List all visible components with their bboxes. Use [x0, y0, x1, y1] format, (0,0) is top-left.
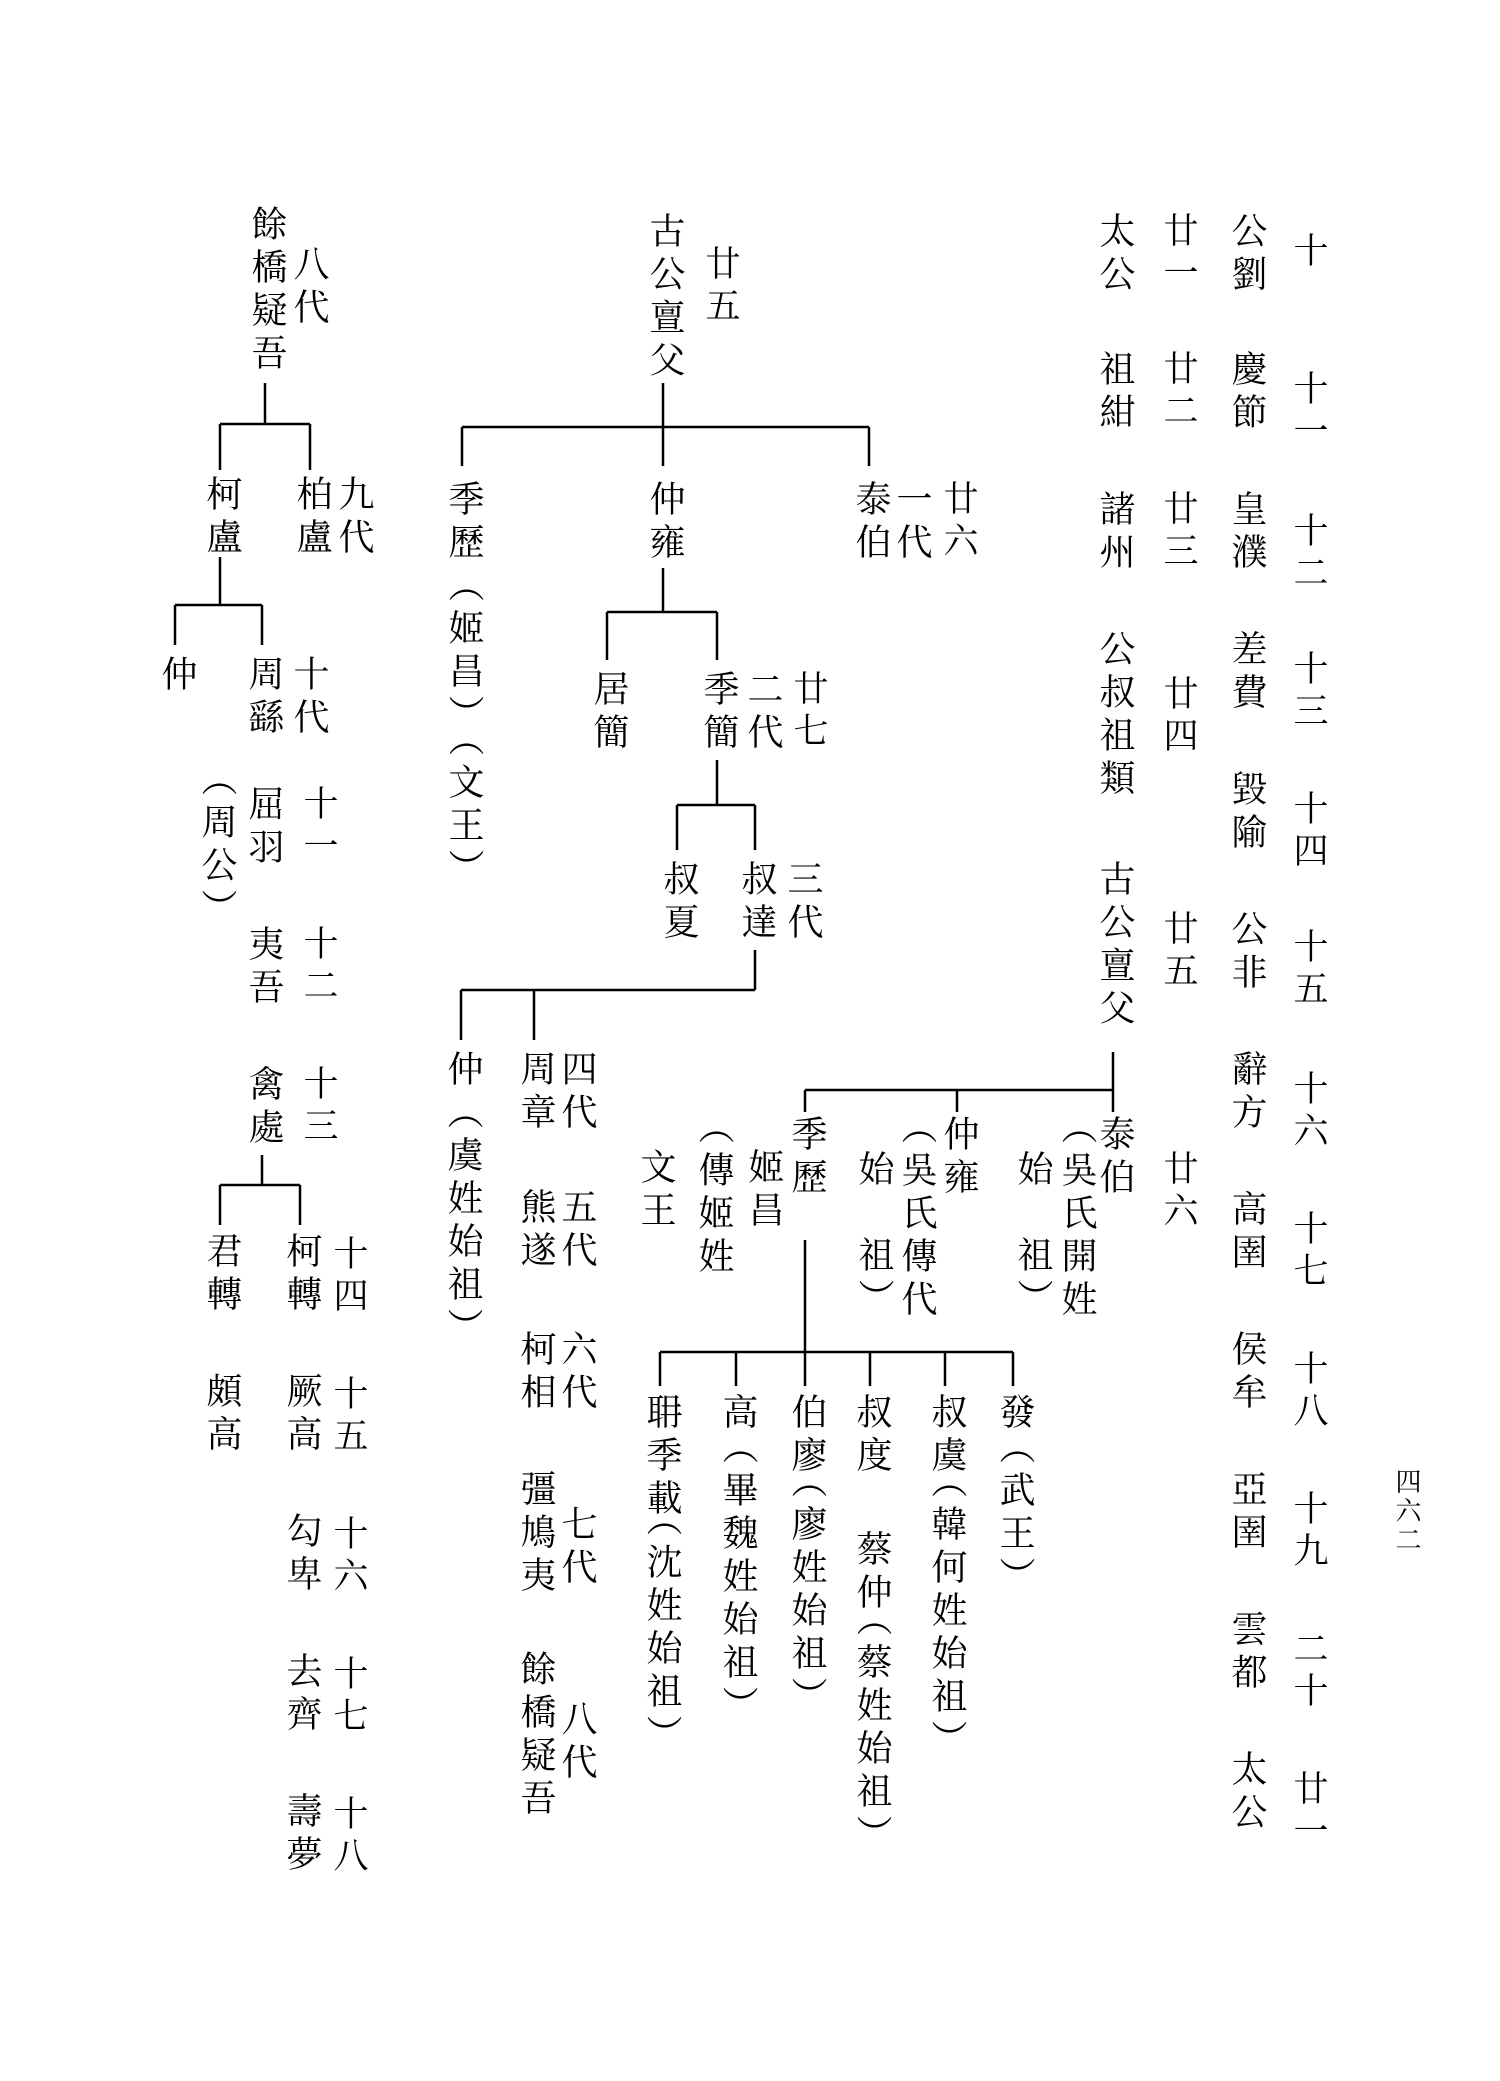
xiongsui-name: 熊遂	[515, 1188, 556, 1274]
ancestor-name: 諸州	[1094, 490, 1135, 576]
kezhuan-line-name: 勾卑	[281, 1512, 322, 1598]
ancestor-name: 高圉	[1226, 1190, 1267, 1276]
bailu-name: 柏盧	[291, 475, 332, 561]
son-name: 伯廖	[786, 1393, 827, 1479]
gen-label: 十五	[1288, 928, 1328, 1012]
jujian-name: 居簡	[588, 670, 629, 756]
dai-label: 二代	[742, 670, 783, 756]
son-note: （沈姓始祖）	[641, 1500, 682, 1758]
gen-label: 二十	[1288, 1630, 1328, 1714]
child-name-zhongyong: 仲雍	[938, 1115, 979, 1201]
kezhuan-line-name: 壽夢	[281, 1792, 322, 1878]
dai-label: 五代	[556, 1188, 597, 1274]
gen-label: 廿七	[788, 670, 828, 754]
gen-label: 廿四	[1158, 675, 1198, 759]
gen-label: 十三	[298, 1065, 338, 1149]
child-name-taibo: 泰伯	[1094, 1115, 1135, 1201]
gen-label: 廿五	[700, 245, 740, 329]
gen-label: 十二	[1288, 512, 1328, 596]
gen-label: 十五	[328, 1375, 368, 1459]
ancestor-name: 皇濮	[1226, 490, 1267, 576]
jili-name: 季歷（姬昌）（文王）	[443, 480, 484, 892]
child-extra: 姬昌	[743, 1148, 784, 1234]
gen-label: 廿六	[1158, 1150, 1198, 1234]
jiangjiuyi-name: 彊鳩夷	[515, 1470, 556, 1599]
child-note: 始 祖）	[853, 1150, 894, 1322]
son-name: 高	[717, 1393, 758, 1436]
ancestor-name: 雲都	[1226, 1610, 1267, 1696]
child-note: （吳氏傳代	[896, 1108, 937, 1323]
gen-label: 十	[1288, 232, 1328, 274]
yuqiaoyiwu-name: 餘橋疑吾	[515, 1650, 556, 1822]
gen-label: 廿三	[1158, 490, 1198, 574]
gen-label: 廿二	[1158, 350, 1198, 434]
dai-label: 三代	[782, 860, 823, 946]
son-name: 發	[994, 1393, 1035, 1436]
gen-label: 十八	[1288, 1350, 1328, 1434]
zhouzhang-name: 周章	[515, 1050, 556, 1136]
gen-label: 十四	[328, 1235, 368, 1319]
son-name: 蔡仲	[851, 1530, 892, 1616]
ancestor-name: 公劉	[1226, 212, 1267, 298]
ancestor-name: 公叔祖類	[1094, 630, 1135, 802]
ancestor-name: 太公	[1094, 212, 1135, 298]
dai-label: 八代	[288, 245, 329, 331]
gen-label: 廿六	[938, 480, 978, 564]
ancestor-name: 公非	[1226, 910, 1267, 996]
child-note: （傳姬姓	[693, 1108, 734, 1280]
kezhuan-line-name: 柯轉	[281, 1232, 322, 1318]
child-name-jili: 季歷	[786, 1115, 827, 1201]
son-note: （武王）	[994, 1428, 1035, 1600]
shuda-name: 叔達	[736, 860, 777, 946]
junzhuan-line-name: 頗高	[201, 1372, 242, 1458]
gen-label: 廿五	[1158, 910, 1198, 994]
zhong-yu-name: 仲（虞姓始祖）	[442, 1050, 483, 1351]
son-name: 叔度	[851, 1393, 892, 1479]
junzhuan-line-name: 君轉	[201, 1232, 242, 1318]
zhougong-note: （周公）	[196, 760, 237, 932]
dai-label: 六代	[556, 1330, 597, 1416]
son-note: （蔡姓始祖）	[851, 1600, 892, 1858]
son-note: （畢魏姓始祖）	[717, 1428, 758, 1729]
page-number: 四六二	[1391, 1468, 1421, 1555]
dai-label: 九代	[333, 475, 374, 561]
son-note: （韓何姓始祖）	[926, 1462, 967, 1763]
son-name: 耼季載	[641, 1393, 682, 1522]
gen-label: 十三	[1288, 650, 1328, 734]
ancestor-name: 祖紺	[1094, 350, 1135, 436]
gen-label: 十九	[1288, 1490, 1328, 1574]
gen-label: 十二	[298, 925, 338, 1009]
gen-label: 十七	[1288, 1210, 1328, 1294]
root-name: 古公亶父	[644, 212, 685, 384]
child-note: （吳氏開姓	[1056, 1108, 1097, 1323]
ancestor-name: 亞圉	[1226, 1470, 1267, 1556]
ancestor-name: 侯牟	[1226, 1330, 1267, 1416]
child-extra: 文王	[635, 1148, 676, 1234]
gen-label: 十一	[298, 785, 338, 869]
zhong-name: 仲	[156, 655, 197, 698]
qinchu-name: 禽處	[243, 1065, 284, 1151]
zhongyong-name: 仲雍	[644, 480, 685, 566]
dai-label: 十代	[288, 655, 329, 741]
ancestor-name: 辭方	[1226, 1050, 1267, 1136]
gen-label: 十八	[328, 1795, 368, 1879]
ancestor-name: 慶節	[1226, 350, 1267, 436]
quyu-name: 屈羽	[243, 785, 284, 871]
dai-label: 一代	[891, 480, 932, 566]
ancestor-name: 古公亶父	[1094, 860, 1135, 1032]
gen-label: 十六	[328, 1515, 368, 1599]
gen-label: 十四	[1288, 790, 1328, 874]
ancestor-name: 太公	[1226, 1750, 1267, 1836]
kezhuan-line-name: 去齊	[281, 1652, 322, 1738]
dai-label: 四代	[556, 1050, 597, 1136]
gen-label: 十七	[328, 1655, 368, 1739]
root-name: 餘橋疑吾	[246, 205, 287, 377]
gen-label: 十六	[1288, 1070, 1328, 1154]
son-name: 叔虞	[926, 1393, 967, 1479]
child-note: 始 祖）	[1012, 1150, 1053, 1322]
ancestor-name: 差費	[1226, 630, 1267, 716]
son-note: （廖姓始祖）	[786, 1462, 827, 1720]
gen-label: 廿一	[1158, 212, 1198, 296]
ancestor-name: 毀隃	[1226, 770, 1267, 856]
shuxia-name: 叔夏	[658, 860, 699, 946]
yiwu-name: 夷吾	[243, 925, 284, 1011]
zhouyao-name: 周繇	[243, 655, 284, 741]
taibo-name: 泰伯	[850, 480, 891, 566]
dai-label: 七代	[556, 1505, 597, 1591]
gen-label: 十一	[1288, 370, 1328, 454]
gen-label: 廿一	[1288, 1770, 1328, 1854]
kexiang-name: 柯相	[515, 1330, 556, 1416]
dai-label: 八代	[556, 1700, 597, 1786]
kelu-name: 柯盧	[201, 475, 242, 561]
kezhuan-line-name: 厥高	[281, 1372, 322, 1458]
jijian-name: 季簡	[698, 670, 739, 756]
